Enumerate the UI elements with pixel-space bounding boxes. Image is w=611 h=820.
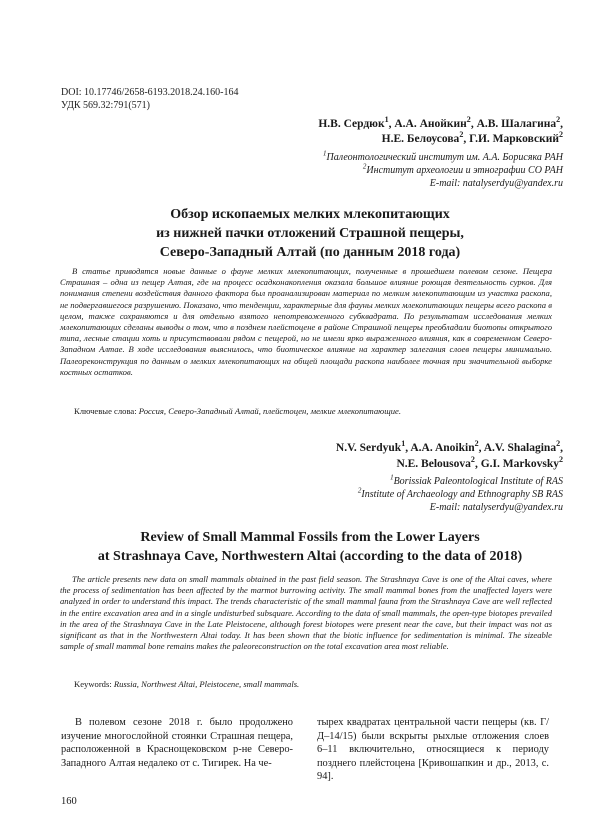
ru-author-2: А.А. Анойкин$^2$ — [394, 115, 471, 130]
ru-abstract: В статье приводятся новые данные о фауне мелких млекопитающих, полученные в прошедшем полевом сезоне. Пещера Страшная – одна из пещер Алтая, где на процесс осадконакопления оказала большое влияние роющая деятельность сурков. Для понимания степени воздействия данного фактора был проанализирован материал по мелким млекопитающим из участка раскопа, не подвергавшегося разрушению. Показано, что тенденции, характерные для фауны мелких млекопитающих пещеры всего раскопа в целом, также сохраняются и для отдельно взятого непотревоженного субквадрата. По результатам исследования мелких млекопитающих сделаны выводы о том, что в позднем плейстоцене в районе Страшной пещеры преобладали биотопы открытого типа, лесные стации хоть и присутствовали рядом с пещерой, но не имели ярко выраженного влияния, как в современном Северо-Западном Алтае. В ходе исследования выяснилось, что биотическое влияние на характер залегания слоев пещеры минимально. Палеореконструкция по данным о мелких млекопитающих на общей площади раскопа наиболее точная при значительной выборке костных остатков. — [60, 266, 552, 377]
en-author-2: A.A. Anoikin$^2$ — [410, 439, 479, 454]
en-authors-line2: N.E. Belousova$^2$, G.I. Markovsky$^2$ — [396, 455, 563, 470]
ru-author-5: Г.И. Марковский$^2$ — [469, 130, 563, 145]
body-column-right: тырех квадратах центральной части пещеры (кв. Г/Д–14/15) были вскрыты рыхлые отложения слоев 6–11 включительно, относящиеся к периоду позднего плейстоцена [Кривошапкин и др., 2013, с. 94]. — [317, 717, 549, 783]
en-author-3: A.V. Shalagina$^2$ — [483, 439, 561, 454]
ru-authors-line2: Н.Е. Белоусова$^2$, Г.И. Марковский$^2$ — [381, 130, 563, 145]
ru-affiliation-2: $^2$Институт археологии и этнографии СО РАН — [362, 162, 563, 176]
ru-author-4: Н.Е. Белоусова$^2$ — [381, 130, 464, 145]
en-authors-line1: N.V. Serdyuk$^1$, A.A. Anoikin$^2$, A.V. Shalagina$^2$, — [335, 439, 563, 454]
en-affiliation-2: $^2$Institute of Archaeology and Ethnography SB RAS — [357, 486, 563, 500]
ru-keywords: Ключевые слова: Россия, Северо-Западный Алтай, плейстоцен, мелкие млекопитающие. — [74, 406, 401, 416]
udk: УДК 569.32:791(571) — [61, 100, 150, 111]
ru-author-3: А.В. Шалагина$^2$ — [476, 115, 561, 130]
en-affiliation-1: $^1$Borissiak Paleontological Institute of RAS — [390, 473, 563, 487]
ru-affiliation-1: $^1$Палеонтологический институт им. А.А. Борисяка РАН — [323, 149, 563, 163]
en-abstract: The article presents new data on small mammals obtained in the past field season. The Strashnaya Cave is one of the Altai caves, where the process of sedimentation has been affected by the marmot burrowing activity. The small mammal bones from the unaffected layers were analyzed in order to understand this impact. The trends characteristic of the small mammal fauna from the Strashnaya Cave are well reflected in the entire excavation area and in a single undisturbed subsquare. According to the data of small mammals, the open-type biotopes prevailed in the area of the Strashnaya Cave in the Late Pleistocene, although forest biotopes were present near the cave, but their impact was not as significant as that in the Northwestern Altai today. It has been shown that the biotic influence for sedimentation is minimal. The sizeable sample of small mammal bone remains makes the paleoreconstruction on the total excavation area most reliable. — [60, 574, 552, 652]
en-email: E-mail: natalyserdyu@yandex.ru — [429, 502, 563, 513]
ru-title: Обзор ископаемых мелких млекопитающих из нижней пачки отложений Страшной пещеры, Северо-Западный Алтай (по данным 2018 года) — [156, 207, 464, 260]
page-number: 160 — [61, 796, 77, 807]
en-keywords: Keywords: Russia, Northwest Altai, Pleistocene, small mammals. — [74, 679, 300, 689]
en-author-4: N.E. Belousova$^2$ — [396, 455, 475, 470]
body-column-left: В полевом сезоне 2018 г. было продолжено изучение многослойной стоянки Страшная пещера, расположенной в Краснощековском р-не Северо-Западного Алтая недалеко от с. Тигирек. На че- — [61, 717, 293, 769]
en-author-1: N.V. Serdyuk$^1$ — [335, 439, 406, 454]
ru-author-1: Н.В. Сердюк$^1$ — [318, 115, 389, 130]
doi: DOI: 10.17746/2658-6193.2018.24.160-164 — [61, 87, 239, 98]
ru-authors-line1: Н.В. Сердюк$^1$, А.А. Анойкин$^2$, А.В. Шалагина$^2$, — [318, 115, 563, 130]
en-title: Review of Small Mammal Fossils from the Lower Layers at Strashnaya Cave, Northwestern Altai (according to the data of 2018) — [97, 530, 523, 564]
ru-email: E-mail: natalyserdyu@yandex.ru — [429, 178, 563, 189]
en-author-5: G.I. Markovsky$^2$ — [480, 455, 563, 470]
